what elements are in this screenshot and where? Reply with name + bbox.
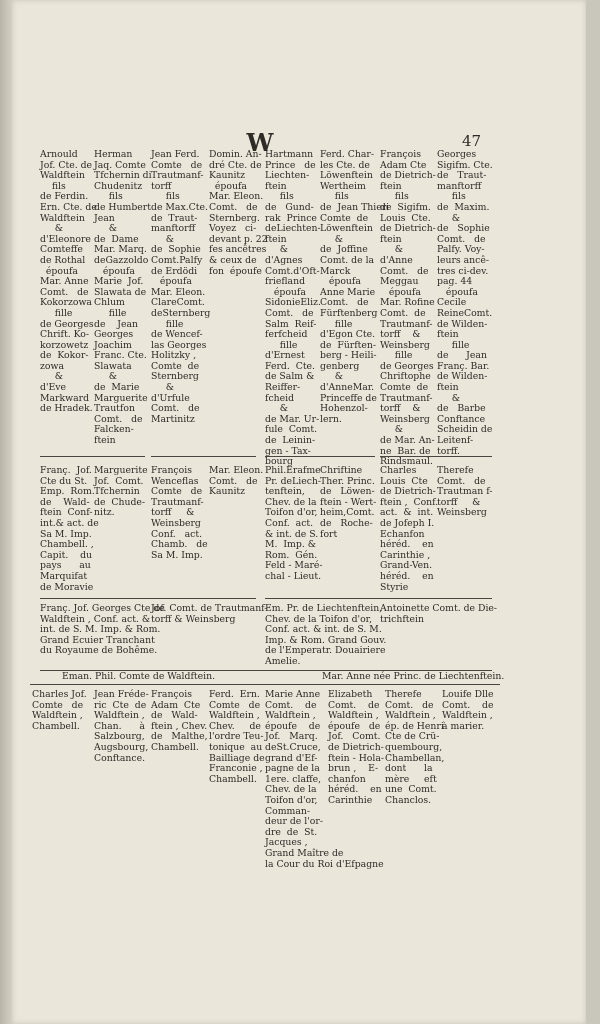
father-banner: Eman. Phil. Comte de Waldftein.: [62, 671, 216, 682]
child-entry-3: François Adam Cte de Wald- ftein , Chev. de Malthe, Chambell.: [151, 689, 208, 753]
banner-underline: [30, 684, 500, 685]
child-entry-2: Jean Fréde- ric Cte de Waldftein , Chan. à Salzbourg, Augsbourg, Conftance.: [94, 689, 149, 764]
couple-entry-4: Antoinette Comt. de Die- trichftein: [380, 603, 498, 625]
parent-entry-5: Phil.Erafme Pr. deLiech- tenftein, Chev. de la Toifon d'or, Conf. act. & int. de S. M. Imp. & Rom. Gén. Feld - Maré- chal - Lieut.: [265, 465, 323, 582]
child-entry-8: Louife Dlle Comt. de Waldftein , à marier.: [442, 689, 494, 732]
parent-entry-4: Mar. Eleon. Comt. de Kaunitz: [209, 465, 264, 498]
grandparent-entry-8: Georges Sigifm. Cte. de Traut- manftorff fils de Maxim. & de Sophie Comt. de Palfy. Voy- leurs ancê- tres ci-dev. pag. 44 époufa Cecile ReineComt. de Wilden- ftein fille de Jean Franç. Bar. de Wilden- ftein & de Barbe Conftance Scheidin de Leitenf- torff.: [437, 149, 493, 457]
parent-entry-6: Chriftine Ther. Princ. de Löwen- ftein - Wert- heim,Comt. de Roche- fort: [320, 465, 377, 540]
brace-line: [151, 456, 256, 457]
brace-line: [265, 456, 375, 457]
page-edge: [0, 0, 12, 1024]
child-entry-5: Marie Anne Comt. de Waldftein , époufe de Jof. Marq. deSt.Cruce, grand d'Ef- pagne de la 1ere. claffe, Chev. de la Toifon d'or, Comman- deur de l'or- dre de St. Jacques , Grand Maître de la Cour du Roi d'Efpagne: [265, 689, 384, 870]
grandparent-entry-2: Herman Jaq. Comte Tfchernin di Chudenitz fils de Humbert Jean & de Dame Mar. Marq. deGazzoldo époufa Marie Jof. Slawata de Chlum fille de Jean Georges Joachim Franc. Cte. Slawata & de Marie Marguerite Trautfon Comt. de Falcken- ftein: [94, 149, 152, 447]
mother-banner: Mar. Anne née Princ. de Liechtenftein.: [322, 671, 505, 682]
grandparent-entry-4: Domin. An- dré Cte. de Kaunitz époufa Mar. Eleon. Comt. de Sternberg. Voyez ci- devant p. 22 fes ancêtres & ceux de fon époufe: [209, 149, 268, 277]
couple-entry-2: Jof. Comt. de Trautmanf- torff & Weinsberg: [151, 603, 268, 625]
grandparent-entry-3: Jean Ferd. Comte de Trautmanf- torff fils de Max.Cte. de Traut- manftorff & de Sophie Comt.Palfy de Erdödi époufa Mar. Eleon. ClareComt. deSternberg fille de Wencef- las Georges Holitzky , Comte de Sternberg & d'Urfule Comt. de Martinitz: [151, 149, 211, 425]
child-entry-6: Elizabeth Comt. de Waldftein , époufe de Jof. Comt. de Dietrich- ftein - Hola- brun , E- chanfon héréd. en Carinthie: [328, 689, 385, 806]
child-entry-1: Charles Jof. Comte de Waldftein , Chambell.: [32, 689, 87, 732]
grandparent-entry-6: Ferd. Char- les Cte. de Löwenftein Wertheim fils de Jean Thieri Comte de Löwenftein & de Joffine Comt. de la Marck époufa Anne Marie Comt. de Fürftenberg fille d'Egon Cte. de Fürften- berg - Heili- genberg & d'AnneMar. Princeffe de Hohenzol- lern.: [320, 149, 390, 425]
child-entry-4: Ferd. Ern. Comte de Waldftein , Chev. de l'ordre Teu- tonique au Bailliage de Franconie , Chambell.: [209, 689, 265, 785]
grandparent-entry-5: Hartmann Prince de Liechten- ftein fils de Gund- rak Prince deLiechten- ftein & d'Agnes Comt.d'Oft- friefland époufa SidonieEliz. Comt. de Salm Reif- ferfcheid fille d'Ernest Ferd. Cte. de Salm & Reiffer- fcheid & de Mar. Ur- fule Comt. de Leinin- gen - Tax- bourg: [265, 149, 321, 468]
parent-entry-7: Charles Louis Cte de Dietrich- ftein , Conf. act. & int. de Jofeph I. Echanfon héréd. en Carinthie , Grand-Ven. héréd. en Styrie: [380, 465, 439, 593]
parent-entry-1: Franç. Jof. Cte du St. Emp. Rom. de Wald- ftein Conf- int.& act. de Sa M. Imp. Chambell. , Capit. du pays au Marquifat de Moravie: [40, 465, 99, 593]
parent-entry-8: Therefe Comt. de Trautman f- torff & Weinsberg: [437, 465, 493, 519]
couple-entry-1: Franç. Jof. Georges Cte de Waldftein , Conf. act. & int. de S. M. Imp. & Rom. Grand Ecuier Tranchant du Royaume de Bohême.: [40, 603, 165, 657]
grandparent-entry-7: François Adam Cte de Dietrich- ftein fils de Sigifm. Louis Cte. de Dietrich- ftein & d'Anne Comt. de Meggau époufa Mar. Rofine Comt. de Trautmanf- torff & Weinsberg fille de Georges Chriftophe Comte de Trautmanf- torff & Weinsberg & de Mar. An- ne Bar. de Rindsmaul.: [380, 149, 436, 468]
brace-line: [265, 598, 492, 599]
page-number: 47: [462, 132, 482, 150]
parent-entry-3: François Wenceflas Comte de Trautmanf- torff & Weinsberg Conf. act. Chamb. de Sa M. Imp.: [151, 465, 208, 561]
couple-entry-3: Em. Pr. de Liechtenftein, Chev. de la Toifon d'or, Conf. act. & int. de S. M. Imp. & Rom. Grand Gouv. de l'Emperatr. Douairiere Amelie.: [265, 603, 387, 667]
brace-line: [40, 598, 256, 599]
brace-line: [40, 456, 145, 457]
parent-entry-2: Marguerite Jof. Comt. Tfchernin de Chude- nitz.: [94, 465, 148, 519]
brace-line: [380, 456, 492, 457]
grandparent-entry-1: Arnould Jof. Cte. de Waldftein fils de Ferdin. Ern. Cte. de Waldftein & d'Eleonore Comteffe de Rothal époufa Mar. Anne Comt. de Kokorzowa fille de Georges Chrift. Ko- korzowetz de Kokor- zowa & d'Eve Markward de Hradek.: [40, 149, 97, 415]
child-entry-7: Therefe Comt. de Waldftein , ép. de Henri Cte de Crü- quembourg, Chambellan, dont la mère eft une Comt. Chanclos.: [385, 689, 445, 806]
section-letter: W: [246, 128, 274, 157]
